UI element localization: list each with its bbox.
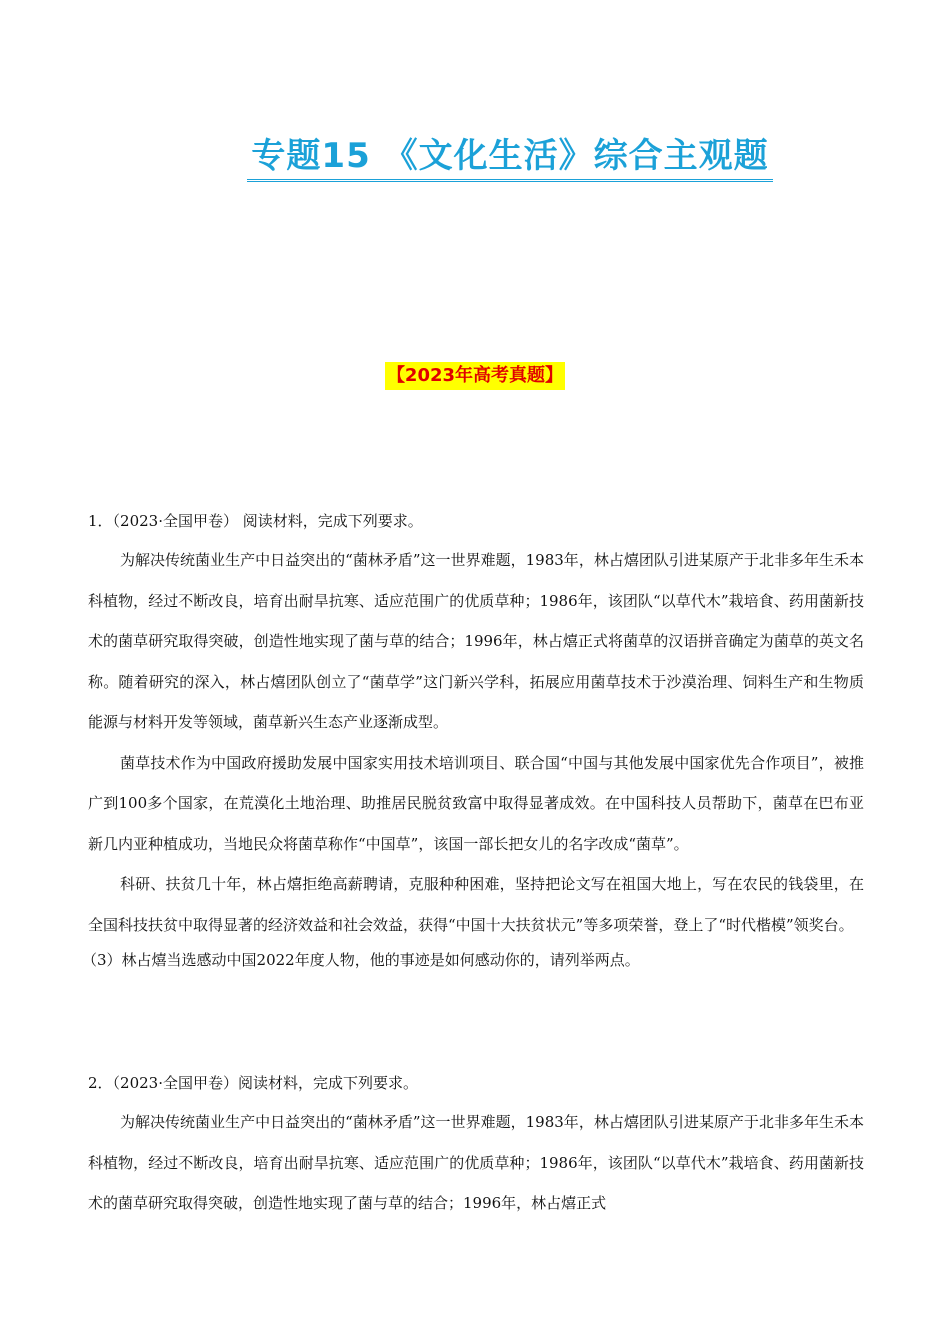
page-title xyxy=(0,128,950,182)
question-2-paragraph-1: 为解决传统菌业生产中日益突出的“菌林矛盾”这一世界难题，1983年，林占熺团队引进某原产于北非多年生禾本科植物，经过不断改良，培育出耐旱抗寒、适应范围广的优质草种；1986年，该团队“以草代木”栽培食、药用菌新技术的菌草研究取得突破，创造性地实现了菌与草的结合；1996年，林占熺正式 xyxy=(88,1113,864,1212)
question-1-paragraph-3: 科研、扶贫几十年，林占熺拒绝高薪聘请，克服种种困难，坚持把论文写在祖国大地上，写在农民的钱袋里，在全国科技扶贫中取得显著的经济效益和社会效益，获得“中国十大扶贫状元”等多项荣誉，登上了“时代楷模”领奖台。 xyxy=(88,875,864,934)
section-heading-text: 【2023年高考真题】 xyxy=(385,362,565,390)
question-2 xyxy=(88,1068,864,1224)
question-1-subquestion: （3）林占熺当选感动中国2022年度人物，他的事迹是如何感动你的，请列举两点。 xyxy=(82,951,640,969)
page-title-text: 专题15 《文化生活》综合主观题 xyxy=(247,128,772,182)
question-1-paragraph-1: 为解决传统菌业生产中日益突出的“菌林矛盾”这一世界难题，1983年，林占熺团队引进某原产于北非多年生禾本科植物，经过不断改良，培育出耐旱抗寒、适应范围广的优质草种；1986年，该团队“以草代木”栽培食、药用菌新技术的菌草研究取得突破，创造性地实现了菌与草的结合；1996年，林占熺正式将菌草的汉语拼音确定为菌草的英文名称。随着研究的深入，林占熺团队创立了“菌草学”这门新兴学科，拓展应用菌草技术于沙漠治理、饲料生产和生物质能源与材料开发等领域，菌草新兴生态产业逐渐成型。 xyxy=(88,551,864,731)
question-1-header: 1．（2023·全国甲卷） 阅读材料，完成下列要求。 xyxy=(88,512,423,530)
question-2-header: 2．（2023·全国甲卷）阅读材料，完成下列要求。 xyxy=(88,1074,418,1092)
question-1-paragraph-2: 菌草技术作为中国政府援助发展中国家实用技术培训项目、联合国“中国与其他发展中国家优先合作项目”，被推广到100多个国家，在荒漠化土地治理、助推居民脱贫致富中取得显著成效。在中国科技人员帮助下，菌草在巴布亚新几内亚种植成功，当地民众将菌草称作“中国草”，该国一部长把女儿的名字改成“菌草”。 xyxy=(88,753,864,853)
section-heading xyxy=(0,362,950,390)
question-1 xyxy=(82,506,864,975)
